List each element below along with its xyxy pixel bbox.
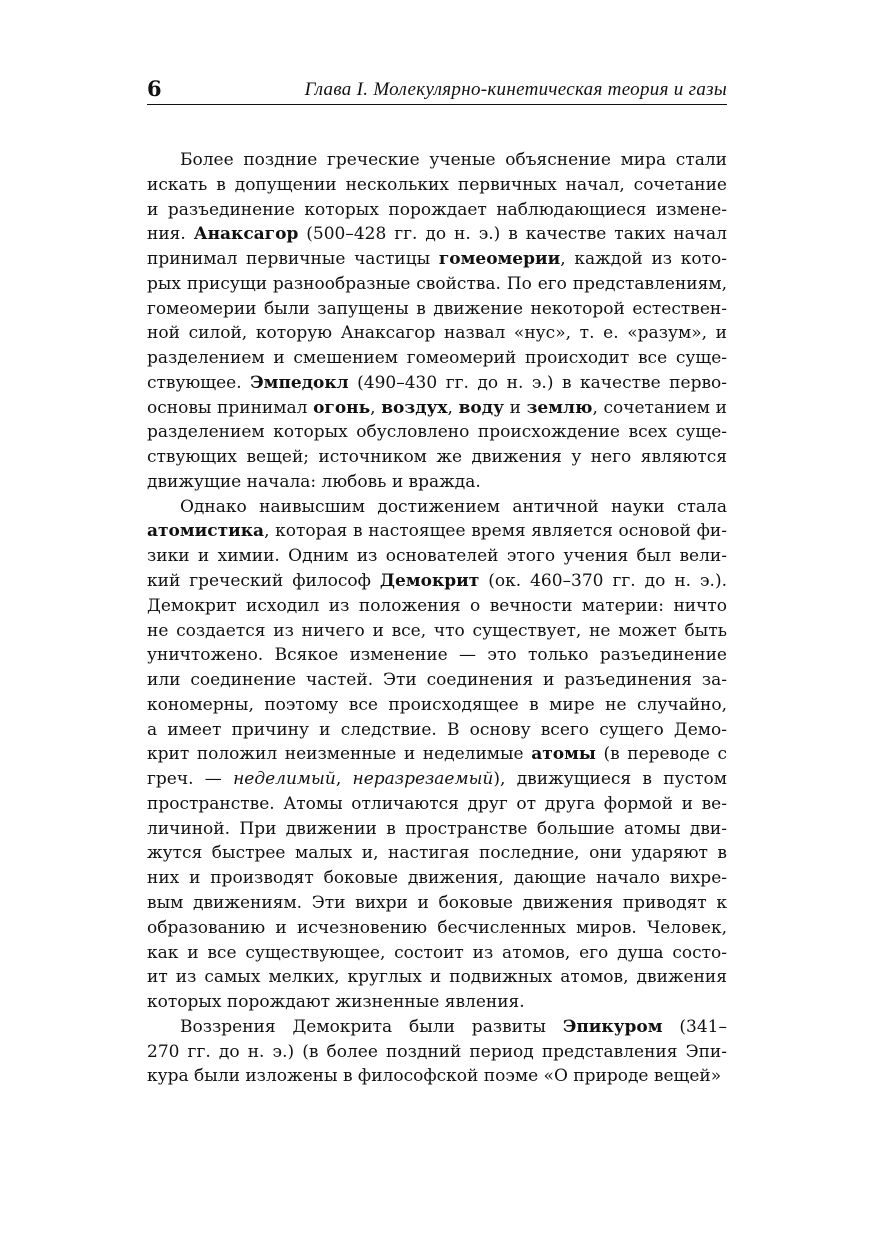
text-line (147, 941, 727, 966)
bold-term: воздух (381, 397, 448, 418)
text-line (147, 272, 727, 297)
text-line (147, 891, 727, 916)
text-run: ствующее. (147, 372, 251, 393)
text-line (147, 396, 727, 421)
text-run: искать в допущении нескольких первичных начал, сочетание (147, 174, 727, 195)
text-run: разделением которых обусловлено происхождение всех суще- (147, 422, 727, 443)
paragraph (147, 148, 727, 495)
text-line (147, 148, 727, 173)
text-line (147, 222, 727, 247)
text-run: греч. — (147, 769, 234, 790)
bold-term: Демокрит (379, 571, 480, 592)
text-run: , (370, 397, 382, 418)
text-run: личиной. При движении в пространстве большие атомы дви- (147, 818, 727, 839)
text-run: уничтожено. Всякое изменение — это только разъединение (147, 645, 727, 666)
text-run: Воззрения Демокрита были развиты (180, 1016, 563, 1037)
text-line (147, 297, 727, 322)
text-line (147, 866, 727, 891)
text-run: , сочетанием и (592, 397, 727, 418)
text-line (147, 346, 727, 371)
text-line (147, 1040, 727, 1065)
text-run: (341– (662, 1016, 727, 1037)
bold-term: Эмпедокл (250, 372, 349, 393)
text-run: или соединение частей. Эти соединения и разъединения за- (147, 670, 727, 691)
text-line (147, 668, 727, 693)
text-run: Демокрит исходил из положения о вечности материи: ничто (147, 595, 727, 616)
text-line (147, 544, 727, 569)
text-line (147, 594, 727, 619)
text-run: жутся быстрее малых и, настигая последние, они ударяют в (147, 843, 727, 864)
text-run: гомеомерии были запущены в движение некоторой естествен- (147, 298, 727, 319)
text-line (147, 569, 727, 594)
text-line (147, 817, 727, 842)
text-run: ствующих вещей; источником же движения у него являются (147, 447, 727, 468)
text-line (147, 965, 727, 990)
bold-term: атомы (531, 744, 596, 765)
text-run: кий греческий философ (147, 571, 380, 592)
text-line (147, 445, 727, 470)
text-run: основы принимал (147, 397, 314, 418)
text-run: , которая в настоящее время является основой фи- (264, 521, 727, 542)
text-run: ния. (147, 224, 194, 245)
text-run: движущие начала: любовь и вражда. (147, 471, 481, 492)
text-run: кура были изложены в философской поэме «О природе вещей» (147, 1066, 722, 1087)
paragraph (147, 495, 727, 1015)
paragraph (147, 1015, 727, 1089)
text-run: ит из самых мелких, круглых и подвижных атомов, движения (147, 967, 727, 988)
text-run: и разъединение которых порождает наблюдающиеся измене- (147, 199, 727, 220)
italic-term: неделимый (233, 769, 336, 790)
text-run: них и производят боковые движения, дающие начало вихре- (147, 868, 727, 889)
text-run: которых порождают жизненные явления. (147, 992, 525, 1013)
text-run: образованию и исчезновению бесчисленных миров. Человек, (147, 917, 727, 938)
text-line (147, 643, 727, 668)
bold-term: воду (458, 397, 504, 418)
text-line (147, 420, 727, 445)
bold-term: Эпикуром (562, 1016, 663, 1037)
text-run: ной силой, которую Анаксагор назвал «нус», т. е. «разум», и (147, 323, 727, 344)
bold-term: Анаксагор (193, 224, 299, 245)
text-run: (ок. 460–370 гг. до н. э.). (479, 571, 727, 592)
text-run: вым движениям. Эти вихри и боковые движения приводят к (147, 892, 727, 913)
text-line (147, 519, 727, 544)
text-run: , каждой из кото- (560, 249, 727, 270)
text-line (147, 470, 727, 495)
text-run: не создается из ничего и все, что существует, не может быть (147, 620, 727, 641)
text-run: пространстве. Атомы отличаются друг от друга формой и ве- (147, 793, 727, 814)
text-line (147, 916, 727, 941)
text-line (147, 173, 727, 198)
page-number: 6 (147, 76, 162, 101)
text-line (147, 1064, 727, 1089)
text-run: принимал первичные частицы (147, 249, 439, 270)
text-run: , (335, 769, 353, 790)
text-line (147, 247, 727, 272)
text-run: рых присущи разнообразные свойства. По его представлениям, (147, 273, 727, 294)
text-line (147, 321, 727, 346)
body-text (147, 148, 727, 1089)
text-line (147, 1015, 727, 1040)
text-line (147, 693, 727, 718)
running-title: Глава I. Молекулярно-кинетическая теория и газы (304, 79, 727, 100)
text-run: Однако наивысшим достижением античной науки стала (180, 496, 727, 517)
text-line (147, 792, 727, 817)
text-line (147, 767, 727, 792)
bold-term: огонь (313, 397, 371, 418)
text-run: разделением и смешением гомеомерий происходит все суще- (147, 348, 727, 369)
bold-term: атомистика (147, 521, 265, 542)
text-line (147, 718, 727, 743)
text-line (147, 990, 727, 1015)
text-run: кономерны, поэтому все происходящее в мире не случайно, (147, 694, 727, 715)
text-run: 270 гг. до н. э.) (в более поздний период представления Эпи- (147, 1041, 727, 1062)
text-run: а имеет причину и следствие. В основу всего сущего Демо- (147, 719, 727, 740)
text-run: и (503, 397, 527, 418)
bold-term: гомеомерии (438, 249, 561, 270)
text-run: ), движущиеся в пустом (493, 769, 727, 790)
text-line (147, 495, 727, 520)
text-line (147, 619, 727, 644)
text-run: зики и химии. Одним из основателей этого учения был вели- (147, 546, 727, 567)
text-run: как и все существующее, состоит из атомов, его душа состо- (147, 942, 727, 963)
bold-term: землю (526, 397, 593, 418)
text-run: (500–428 гг. до н. э.) в качестве таких начал (298, 224, 727, 245)
running-header (147, 76, 727, 105)
text-line (147, 371, 727, 396)
text-run: , (447, 397, 459, 418)
text-run: (490–430 гг. до н. э.) в качестве перво- (348, 372, 727, 393)
text-run: крит положил неизменные и неделимые (147, 744, 532, 765)
text-run: Более поздние греческие ученые объяснение мира стали (180, 150, 727, 170)
text-line (147, 742, 727, 767)
text-line (147, 841, 727, 866)
italic-term: неразрезаемый (352, 769, 494, 790)
text-line (147, 198, 727, 223)
text-run: (в переводе с (595, 744, 727, 765)
